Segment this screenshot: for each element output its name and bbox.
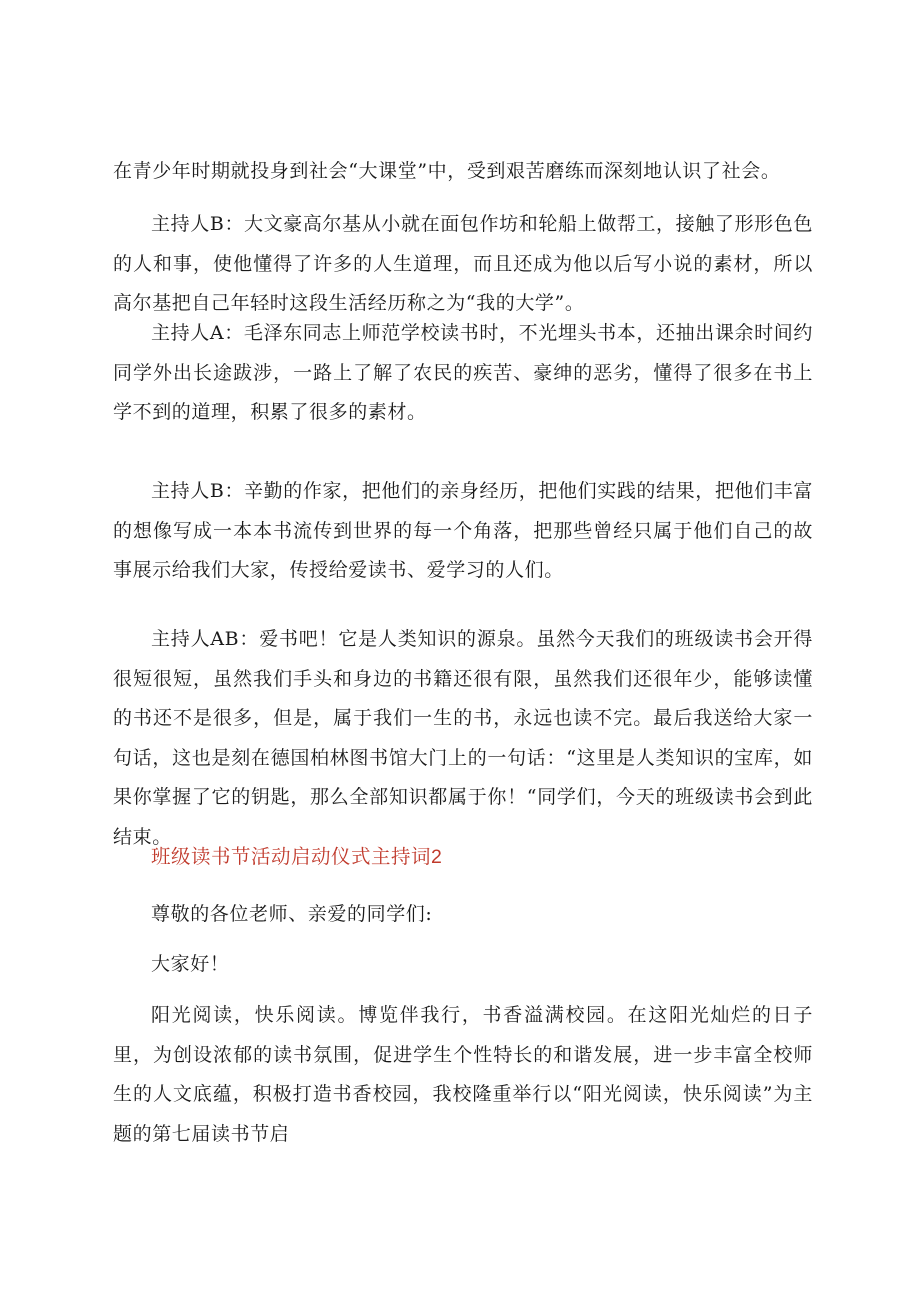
body-paragraph: 阳光阅读，快乐阅读。博览伴我行，书香溢满校园。在这阳光灿烂的日子里，为创设浓郁的读书氛围，促进学生个性特长的和谐发展，进一步丰富全校师生的人文底蕴，积极打造书香校园，我校隆重举行以“阳光阅读，快乐阅读”为主题的第七届读书节启: [113, 1004, 813, 1145]
body-paragraph: 在青少年时期就投身到社会“大课堂”中，受到艰苦磨练而深刻地认识了社会。: [113, 160, 781, 182]
body-paragraph: 主持人AB：爱书吧！它是人类知识的源泉。虽然今天我们的班级读书会开得很短很短，虽然我们手头和身边的书籍还很有限，虽然我们还很年少，能够读懂的书还不是很多，但是，属于我们一生的书，永远也读不完。最后我送给大家一句话，这也是刻在德国柏林图书馆大门上的一句话：“这里是人类知识的宝库，如果你掌握了它的钥匙，那么全部知识都属于你！“同学们，今天的班级读书会到此结束。: [113, 628, 813, 848]
body-paragraph: 主持人B：大文豪高尔基从小就在面包作坊和轮船上做帮工，接触了形形色色的人和事，使他懂得了许多的人生道理，而且还成为他以后写小说的素材，所以高尔基把自己年轻时这段生活经历称之为“我的大学”。: [113, 213, 813, 314]
section-title: 班级读书节活动启动仪式主持词2: [151, 846, 443, 868]
body-paragraph: 主持人B：辛勤的作家，把他们的亲身经历，把他们实践的结果，把他们丰富的想像写成一本本书流传到世界的每一个角落，把那些曾经只属于他们自己的故事展示给我们大家，传授给爱读书、爱学习的人们。: [113, 480, 813, 581]
greeting-paragraph: 大家好！: [151, 953, 230, 975]
greeting-paragraph: 尊敬的各位老师、亲爱的同学们:: [151, 903, 433, 925]
body-paragraph: 主持人A：毛泽东同志上师范学校读书时，不光埋头书本，还抽出课余时间约同学外出长途跋涉，一路上了解了农民的疾苦、豪绅的恶劣，懂得了很多在书上学不到的道理，积累了很多的素材。: [113, 322, 813, 423]
